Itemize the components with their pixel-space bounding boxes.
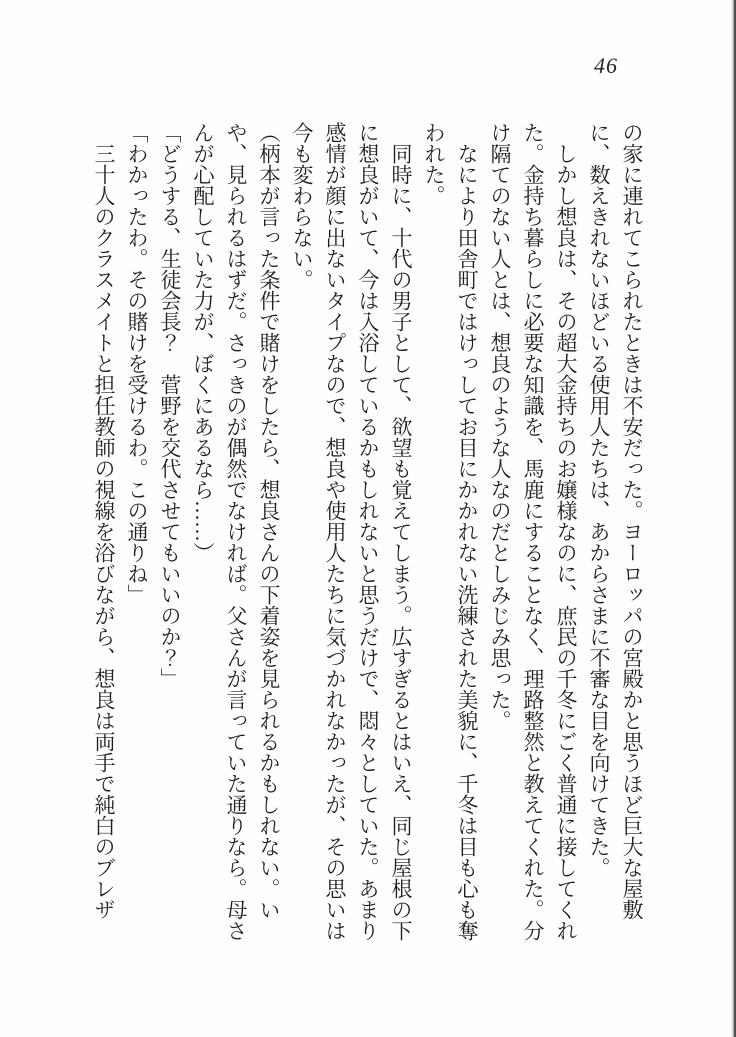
- paragraph-inner-monologue: （柄本が言った条件で賭けをしたら、想良さんの下着姿を見られるかもしれない。いや、見られるはずだ。さっきのが偶然でなければ。父さんが言っていた通りなら。母さんが心配していた力が、ぼくにあるなら……）: [191, 122, 281, 941]
- paragraph: 三十人のクラスメイトと担任教師の視線を浴びながら、想良は両手で純白のブレザ: [92, 143, 116, 920]
- paragraph: しかし想良は、その超大金持ちのお嬢様なのに、庶民の千冬にごく普通に接してくれた。金持ち暮らしに必要な知識を、馬鹿にすることなく、理路整然と教えてくれた。分け隔てのない人とは、想良のような人なのだとしみじみ思った。: [488, 122, 578, 941]
- paragraph-continuation: の家に連れてこられたときは不安だった。ヨーロッパの宮殿かと思うほど巨大な屋敷に、数えきれないほどいる使用人たちは、あからさまに不審な目を向けてきた。: [587, 122, 644, 920]
- paragraph-dialogue: 「どうする、生徒会長？ 菅野を交代させてもいいのか？」: [158, 122, 182, 689]
- main-text-block: [62, 122, 648, 946]
- paragraph: なにより田舎町ではけっしてお目にかかれない洗練された美貌に、千冬は目も心も奪われた。: [422, 122, 479, 941]
- paragraph: 同時に、十代の男子として、欲望も覚えてしまう。広すぎるとはいえ、同じ屋根の下に想良がいて、今は入浴しているかもしれないと思うだけで、悶々としていた。あまり感情が顔に出ないタイプなので、想良や使用人たちに気づかれなかったが、その思いは今も変わらない。: [290, 122, 413, 941]
- page-number: 46: [594, 53, 618, 78]
- paragraph-dialogue: 「わかったわ。その賭けを受けるわ。この通りね」: [125, 122, 149, 605]
- scan-edge-line: [731, 0, 736, 1037]
